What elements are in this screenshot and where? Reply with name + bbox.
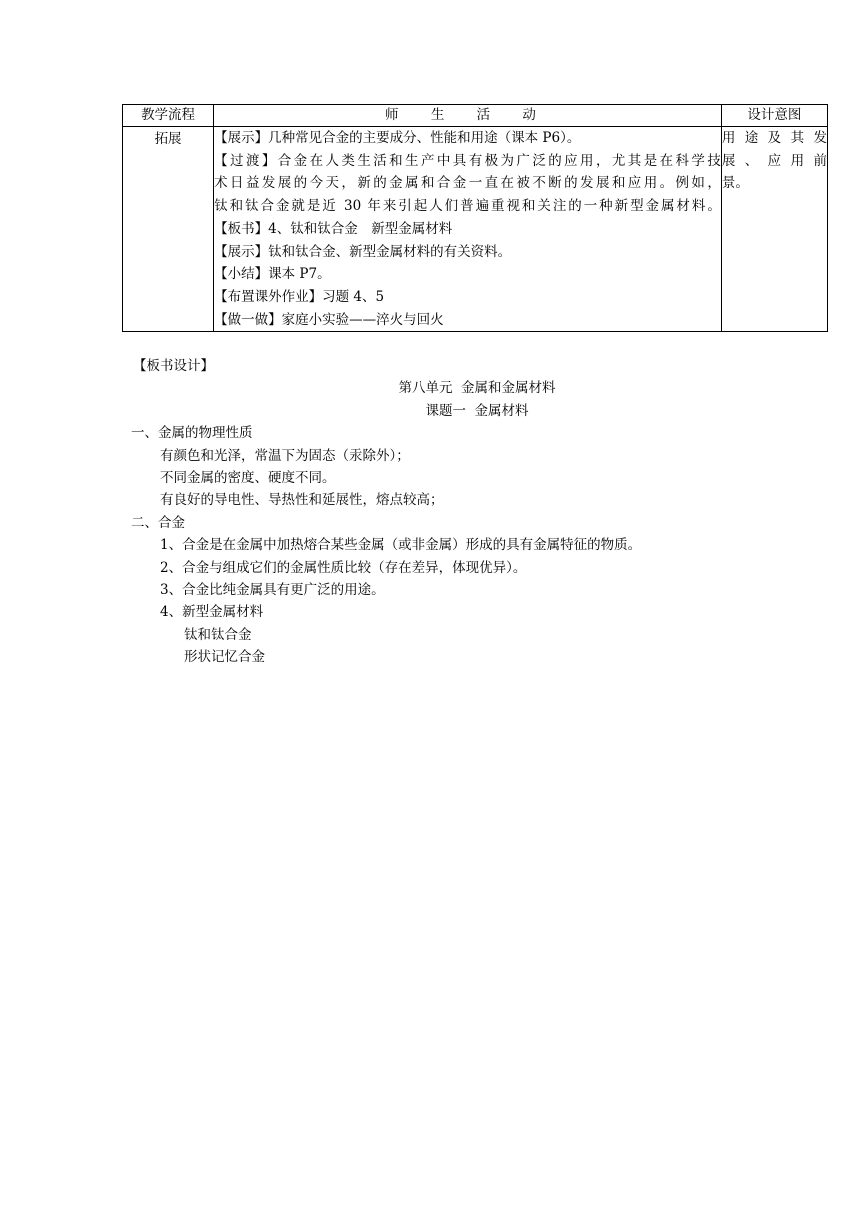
- section-subitem: 钛和钛合金: [184, 626, 252, 643]
- header-teaching-flow: 教学流程: [123, 105, 214, 127]
- section-title: 二、合金: [131, 514, 185, 531]
- intent-line: 展、应用前: [721, 152, 827, 169]
- activity-line: 【做一做】家庭小实验——淬火与回火: [214, 311, 444, 328]
- intent-line: 用途及其发: [721, 130, 827, 146]
- section-item: 不同金属的密度、硬度不同。: [160, 470, 336, 487]
- table-header-row: [123, 105, 828, 127]
- header-design-intent: 设计意图: [721, 105, 827, 127]
- header-activities: 师 生 活 动: [214, 105, 722, 127]
- board-design: [133, 355, 823, 669]
- unit-title: 第八单元 金属和金属材料: [398, 380, 556, 397]
- lesson-title: 课题一 金属材料: [425, 402, 529, 419]
- section-item: 1、合金是在金属中加热熔合某些金属（或非金属）形成的具有金属特征的物质。: [160, 537, 642, 554]
- section-item: 有颜色和光泽，常温下为固态（汞除外）；: [160, 447, 410, 464]
- section-item: 2、合金与组成它们的金属性质比较（存在差异，体现优异）。: [160, 559, 527, 576]
- activity-line: 【展示】钛和钛合金、新型金属材料的有关资料。: [214, 243, 512, 260]
- section-item: 3、合金比纯金属具有更广泛的用途。: [160, 582, 385, 599]
- board-heading: 【板书设计】: [133, 358, 214, 374]
- activity-line: 【板书】4、钛和钛合金 新型金属材料: [214, 220, 453, 237]
- activity-line: 【展示】几种常见合金的主要成分、性能和用途（课本 P6）。: [214, 130, 581, 146]
- section-subitem: 形状记忆合金: [184, 649, 265, 666]
- intent-line: 景。: [721, 175, 749, 192]
- section-title: 一、金属的物理性质: [131, 425, 253, 442]
- flow-cell: 拓展: [123, 127, 214, 332]
- table-row: [123, 127, 828, 332]
- activity-line: 钛和钛合金就是近 30 年来引起人们普遍重视和关注的一种新型金属材料。: [214, 198, 721, 215]
- section-item: 有良好的导电性、导热性和延展性，熔点较高；: [160, 492, 444, 509]
- activity-line: 【过渡】合金在人类生活和生产中具有极为广泛的应用，尤其是在科学技: [214, 152, 721, 169]
- activity-line: 术日益发展的今天，新的金属和合金一直在被不断的发展和应用。例如，: [214, 175, 721, 192]
- activity-cell: [214, 127, 722, 332]
- lesson-table: [122, 104, 828, 332]
- intent-cell: [721, 127, 827, 332]
- section-item: 4、新型金属材料: [160, 604, 264, 621]
- activity-line: 【布置课外作业】习题 4、5: [214, 288, 385, 305]
- activity-line: 【小结】课本 P7。: [214, 266, 331, 283]
